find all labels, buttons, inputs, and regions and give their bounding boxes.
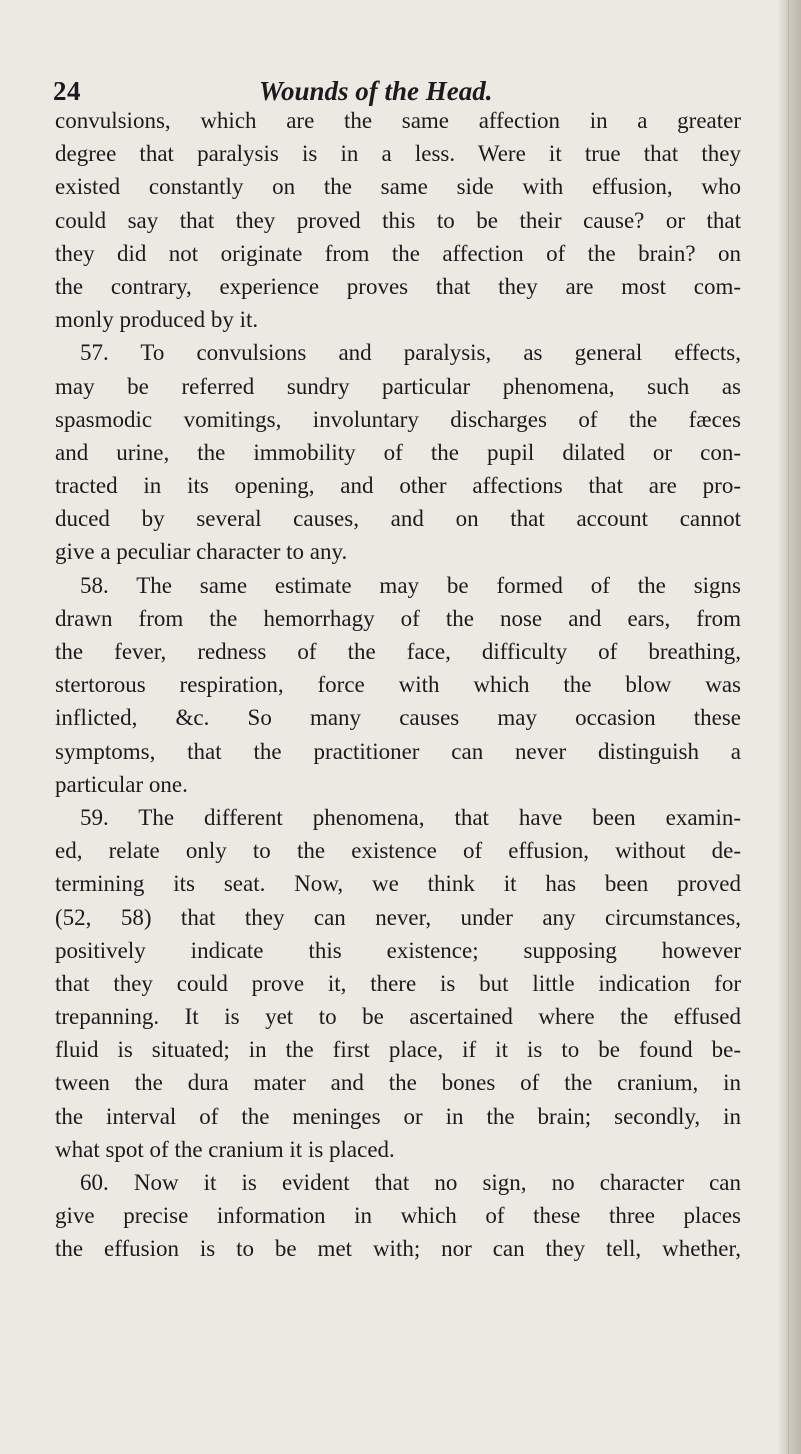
text-line: and urine, the immobility of the pupil dilated or con-: [55, 439, 741, 465]
text-line: the fever, redness of the face, difficulty of breathing,: [55, 639, 741, 664]
text-line: could say that they proved this to be their cause? or that: [55, 207, 741, 233]
text-line: positively indicate this existence; supposing however: [55, 937, 741, 963]
text-line: what spot of the cranium it is placed.: [55, 1136, 395, 1162]
text-line: give precise information in which of these three places: [55, 1203, 741, 1229]
paragraph-57-start: 57. To convulsions and paralysis, as general effects,: [80, 340, 741, 366]
text-line: existed constantly on the same side with effusion, who: [55, 174, 741, 200]
text-line: stertorous respiration, force with which the blow was: [55, 672, 741, 698]
text-line: degree that paralysis is in a less. Were it true that they: [55, 141, 741, 167]
text-line: the interval of the meninges or in the brain; secondly, in: [55, 1103, 741, 1129]
text-line: that they could prove it, there is but little indication for: [55, 970, 741, 996]
text-line: tracted in its opening, and other affections that are pro-: [55, 473, 741, 499]
text-line: ed, relate only to the existence of effusion, without de-: [55, 838, 741, 864]
text-line: particular one.: [55, 771, 188, 797]
running-title: Wounds of the Head.: [259, 76, 493, 106]
paragraph-60-start: 60. Now it is evident that no sign, no character can: [80, 1170, 741, 1195]
body-text: [55, 104, 741, 1266]
text-line: termining its seat. Now, we think it has been proved: [55, 871, 741, 897]
text-line: drawn from the hemorrhagy of the nose and ears, from: [55, 605, 741, 631]
page-number: 24: [53, 76, 81, 106]
page-edge-line: [788, 0, 789, 1454]
text-line: may be referred sundry particular phenomena, such as: [55, 373, 741, 399]
text-line: inflicted, &c. So many causes may occasion these: [55, 705, 741, 731]
text-line: they did not originate from the affection of the brain? on: [55, 240, 741, 266]
paragraph-59-start: 59. The different phenomena, that have been examin-: [80, 804, 741, 830]
text-line: spasmodic vomitings, involuntary discharges of the fæces: [55, 406, 741, 432]
text-line: tween the dura mater and the bones of the cranium, in: [55, 1070, 741, 1096]
text-line: the effusion is to be met with; nor can they tell, whether,: [55, 1236, 741, 1262]
text-line: give a peculiar character to any.: [55, 539, 348, 565]
text-line: fluid is situated; in the first place, if it is to be found be-: [55, 1037, 741, 1063]
text-line: convulsions, which are the same affection in a greater: [55, 108, 741, 133]
text-line: duced by several causes, and on that account cannot: [55, 506, 741, 532]
text-line: (52, 58) that they can never, under any circumstances,: [55, 904, 741, 930]
text-line: monly produced by it.: [55, 307, 259, 333]
page-edge: [779, 0, 801, 1454]
text-line: symptoms, that the practitioner can never distinguish a: [55, 738, 741, 764]
text-line: the contrary, experience proves that they are most com-: [55, 273, 741, 299]
text-line: trepanning. It is yet to be ascertained where the effused: [55, 1004, 741, 1030]
paragraph-58-start: 58. The same estimate may be formed of the signs: [80, 572, 741, 598]
